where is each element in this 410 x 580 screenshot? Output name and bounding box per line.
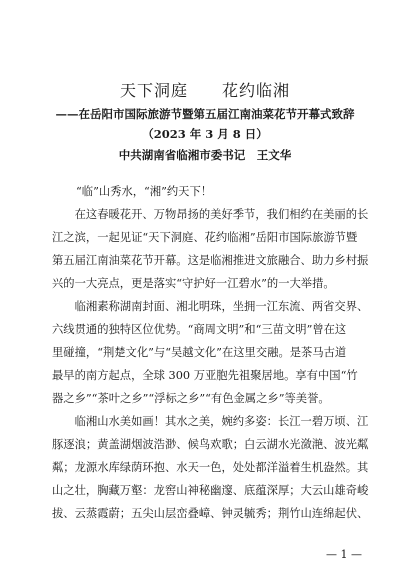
body-line: 器之乡”“茶叶之乡”“浮标之乡”“有色金属之乡”等美誉。 (52, 392, 330, 405)
body-line: 第五届江南油菜花节开幕。这是临湘推进文旅融合、助力乡村振 (52, 254, 369, 267)
body-line: 豚逐浪；黄盖湖烟波浩渺、候鸟欢歌；白云湖水光潋滟、波光粼 (52, 438, 369, 451)
body-line: 粼；龙源水库绿荫环抱、水天一色，处处都洋溢着生机盎然。其 (52, 461, 369, 474)
document-date: （2023 年 3 月 8 日） (142, 127, 268, 141)
body-line: 兴的一大亮点，更是落实“守护好一江碧水”的一大举措。 (52, 277, 335, 290)
document-subtitle: ——在岳阳市国际旅游节暨第五届江南油菜花节开幕式致辞 (55, 107, 355, 121)
document-title: 天下洞庭 花约临湘 (119, 81, 290, 100)
page-number: — 1 — (326, 548, 362, 561)
document-author: 中共湖南省临湘市委书记 王文华 (118, 148, 292, 162)
body-line: “临”山秀水，“湘”约天下！ (76, 185, 213, 198)
body-line: 在这春暖花开、万物昂扬的美好季节，我们相约在美丽的长 (52, 208, 369, 221)
body-line: 里碰撞，“荆楚文化”与“吴越文化”在这里交融。是茶马古道 (52, 346, 347, 359)
body-line: 临湘山水美如画！其水之美，婉约多姿：长江一碧万顷、江 (52, 415, 369, 428)
body-line: 拔、云蒸霞蔚；五尖山层峦叠嶂、钟灵毓秀；荆竹山连绵起伏、 (52, 507, 369, 520)
body-line: 江之滨，一起见证“天下洞庭、花约临湘”岳阳市国际旅游节暨 (52, 231, 358, 244)
body-line: 六线贯通的独特区位优势。“商周文明”和“三苗文明”曾在这 (52, 323, 347, 336)
body-line: 最早的南方起点，全球 300 万亚胞先祖聚居地。享有中国“竹 (52, 369, 358, 382)
body-line: 临湘素称湖南封面、湘北明珠，坐拥一江东流、两省交界、 (52, 300, 369, 313)
body-line: 山之壮，胸藏万壑：龙窖山神秘幽邃、底蕴深厚；大云山雄奇峻 (52, 484, 369, 497)
